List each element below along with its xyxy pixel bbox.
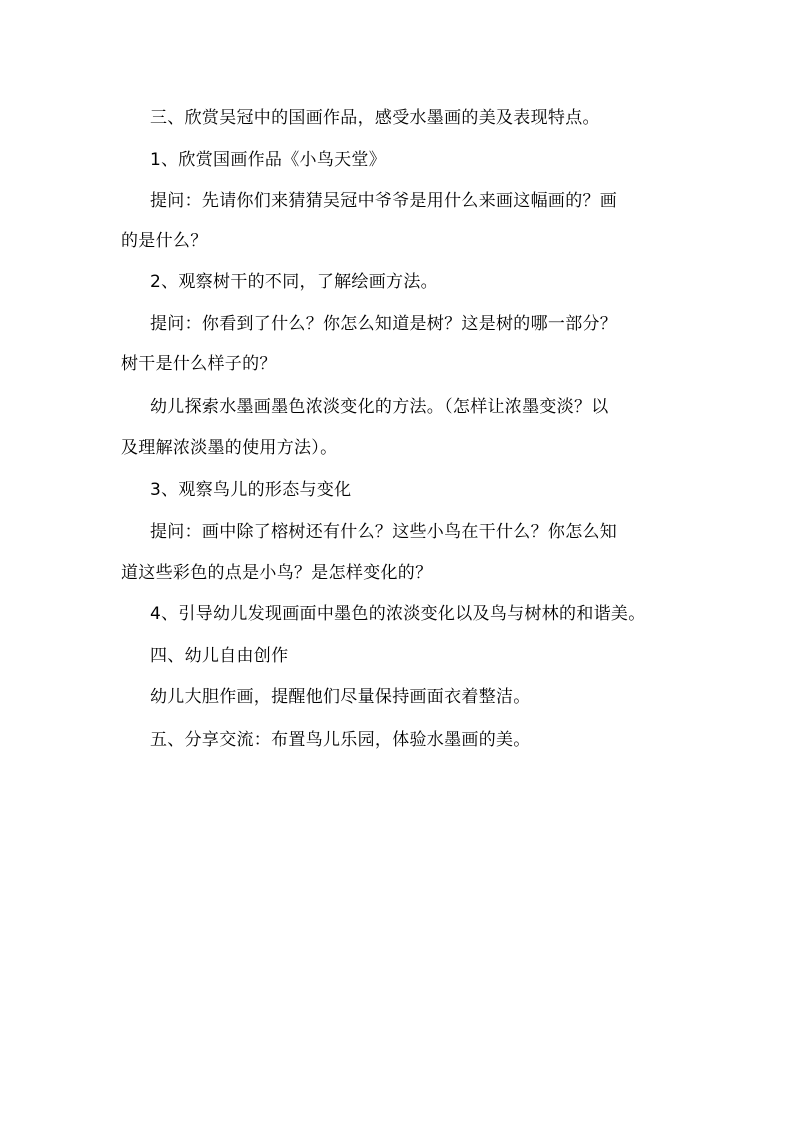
step-3-heading: 3、观察鸟儿的形态与变化 [150, 480, 352, 500]
question-3-line-2: 道这些彩色的点是小鸟？是怎样变化的？ [121, 563, 433, 583]
step-1-heading: 1、欣赏国画作品《小鸟天堂》 [150, 150, 387, 170]
question-2-line-2: 树干是什么样子的？ [121, 354, 277, 374]
section-5-heading: 五、分享交流：布置鸟儿乐园，体验水墨画的美。 [150, 730, 531, 750]
exploration-line-1: 幼儿探索水墨画墨色浓淡变化的方法。（怎样让浓墨变淡？以 [150, 397, 609, 417]
creation-line: 幼儿大胆作画，提醒他们尽量保持画面衣着整洁。 [150, 687, 531, 707]
question-3-line-1: 提问：画中除了榕树还有什么？这些小鸟在干什么？你怎么知 [150, 522, 618, 542]
section-3-heading: 三、欣赏吴冠中的国画作品，感受水墨画的美及表现特点。 [150, 108, 600, 128]
question-1-line-2: 的是什么？ [121, 231, 208, 251]
step-2-heading: 2、观察树干的不同，了解绘画方法。 [150, 272, 438, 292]
section-4-heading: 四、幼儿自由创作 [150, 646, 289, 666]
exploration-line-2: 及理解浓淡墨的使用方法）。 [121, 438, 338, 458]
question-2-line-1: 提问：你看到了什么？你怎么知道是树？这是树的哪一部分？ [150, 314, 618, 334]
question-1-line-1: 提问：先请你们来猜猜吴冠中爷爷是用什么来画这幅画的？画 [150, 191, 618, 211]
step-4-line: 4、引导幼儿发现画面中墨色的浓淡变化以及鸟与树林的和谐美。 [150, 604, 646, 624]
